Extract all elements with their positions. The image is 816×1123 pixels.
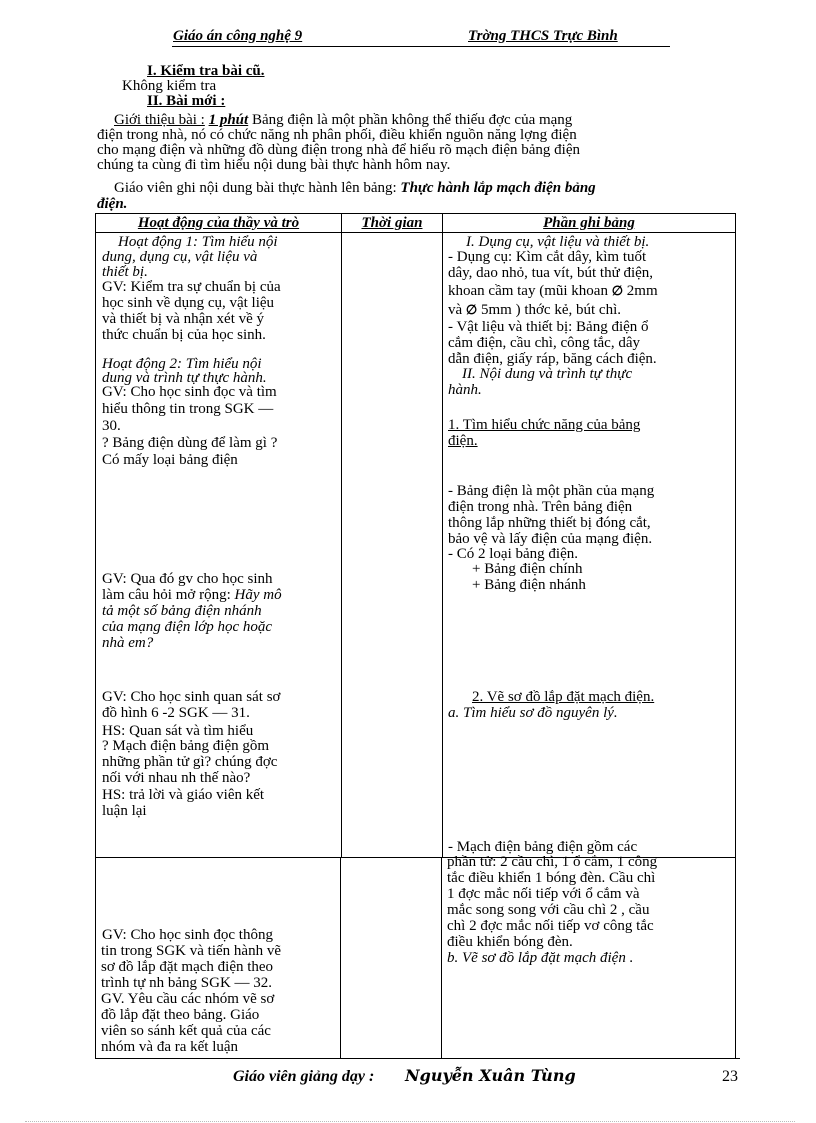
col-divider-2-ext <box>441 857 442 1059</box>
footer-signature: Nguyễn Xuân Tùng <box>405 1066 576 1085</box>
board-diagram-line-7: điều khiển bóng đèn. <box>447 934 573 950</box>
col1-b5-line-2 <box>102 588 282 602</box>
col1-b6-line-3: HS: Quan sát và tìm hiểu <box>102 723 254 739</box>
table-bottom-border <box>95 1058 740 1059</box>
board-diagram-line-3: tắc điều khiển 1 bóng đèn. Cầu chì <box>447 870 656 886</box>
col1-b6-line-4: ? Mạch điện bảng điện gồm <box>102 738 270 754</box>
col1-b5-line-1: GV: Qua đó gv cho học sinh <box>102 571 273 587</box>
col1-b6-line-5: những phần tử gì? chúng đợc <box>102 754 278 770</box>
col1-b7-line-1: GV: Cho học sinh đọc thông <box>102 927 273 943</box>
board-function-line-2: điện trong nhà. Trên bảng điện <box>448 499 633 515</box>
col1-b5-line-5: nhà em? <box>102 635 154 651</box>
board-diagram-line-5: mắc song song với cầu chì 2 , cầu <box>447 902 650 918</box>
activity-2-heading-2: dung và trình tự thực hành. <box>102 370 267 386</box>
table-right-border-ext <box>735 857 736 1059</box>
intro-line-2: điện trong nhà, nó có chức năng nh phân phối, điều khiển nguồn năng lợng điện <box>97 127 577 143</box>
activity-1-heading-1: Hoạt động 1: Tìm hiểu nội <box>118 234 278 250</box>
header-rule <box>172 46 670 47</box>
section-1-text: Không kiểm tra <box>122 78 217 94</box>
col-divider-2 <box>442 214 443 857</box>
col-divider-1-ext <box>340 857 341 1059</box>
board-heading-procedure-1: II. Nội dung và trình tự thực <box>462 366 633 382</box>
board-heading-function-2: điện. <box>448 433 478 449</box>
col1-b6-line-6: nối với nhau nh thế nào? <box>102 770 251 786</box>
board-heading-tools: I. Dụng cụ, vật liệu và thiết bị. <box>466 234 650 250</box>
task-text: Giáo viên ghi nội dung bài thực hành lên bảng: <box>114 180 397 196</box>
board-function-line-1: - Bảng điện là một phần của mạng <box>448 483 655 499</box>
board-function-line-3: thông lắp những thiết bị đóng cắt, <box>448 515 651 531</box>
board-heading-function-1: 1. Tìm hiểu chức năng của bảng <box>448 417 641 433</box>
board-materials-line-3: dẫn điện, giấy ráp, băng cách điện. <box>448 351 657 367</box>
col1-b7-line-7: viên so sánh kết quả của các <box>101 1023 271 1039</box>
table-header-activities: Hoạt động của thầy và trò <box>137 215 300 231</box>
footer-label: Giáo viên giảng dạy : <box>233 1068 375 1085</box>
col1-b6-line-8: luận lại <box>102 803 147 819</box>
page-edge-line <box>25 1121 795 1122</box>
diameter-icon-2: ∅ <box>465 302 478 317</box>
activity-2-heading-1: Hoạt động 2: Tìm hiểu nội <box>102 356 262 372</box>
board-tools-line-4 <box>448 303 621 317</box>
board-heading-diagram-a: a. Tìm hiểu sơ đồ nguyên lý. <box>448 705 618 721</box>
col1-b7-line-6: đồ lắp đặt theo bảng. Giáo <box>101 1007 260 1023</box>
board-tools-line-4b: 5mm ) thớc kẻ, bút chì. <box>481 302 621 318</box>
board-tools-line-3a: khoan cầm tay (mũi khoan <box>448 283 608 299</box>
task-line <box>114 181 746 195</box>
col1-b2-line-4: thức chuẩn bị của học sinh. <box>102 327 266 343</box>
board-function-line-7: + Bảng điện nhánh <box>472 577 586 593</box>
intro-line-1 <box>114 113 744 127</box>
board-materials-line-2: cắm điện, cầu chì, công tắc, dây <box>448 335 640 351</box>
table-header-time: Thời gian <box>361 215 423 231</box>
col1-b2-line-2: học sinh về dụng cụ, vật liệu <box>102 295 275 311</box>
col1-b5-line-2b: Hãy mô <box>234 587 282 603</box>
board-tools-line-3 <box>448 284 658 298</box>
col1-b7-line-2: tin trong SGK và tiến hành vẽ <box>101 943 281 959</box>
col1-b5-line-3: tả một số bảng điện nhánh <box>102 603 262 619</box>
intro-line-4: chúng ta cùng đi tìm hiểu nội dung bài thực hành hôm nay. <box>97 157 451 173</box>
col1-b4-line-1: GV: Cho học sinh đọc và tìm <box>102 384 277 400</box>
activity-1-heading-2: dung, dụng cụ, vật liệu và <box>102 249 258 265</box>
board-tools-line-2: dây, dao nhỏ, tua vít, bút thử điện, <box>448 265 654 281</box>
col1-b2-line-1: GV: Kiểm tra sự chuẩn bị của <box>102 279 281 295</box>
intro-time: 1 phút <box>208 112 249 128</box>
col1-b6-line-2: đồ hình 6 -2 SGK — 31. <box>102 705 250 721</box>
col1-b5-line-2a: làm câu hỏi mở rộng: <box>102 587 231 603</box>
activity-1-heading-3: thiết bị. <box>102 264 148 280</box>
board-tools-line-3b: 2mm <box>626 283 658 299</box>
board-materials-line-1: - Vật liệu và thiết bị: Bảng điện ổ <box>448 319 649 335</box>
col1-b4-line-2: hiểu thông tin trong SGK — <box>102 401 274 417</box>
col1-b4-line-4: ? Bảng điện dùng để làm gì ? <box>102 435 278 451</box>
col1-b6-line-7: HS: trả lời và giáo viên kết <box>102 787 265 803</box>
header-subject: Giáo án công nghệ 9 <box>173 28 303 44</box>
board-function-line-6: + Bảng điện chính <box>472 561 583 577</box>
header-row-divider <box>96 232 735 233</box>
col1-b4-line-5: Có mấy loại bảng điện <box>102 452 238 468</box>
board-diagram-line-4: 1 đợc mắc nối tiếp với ổ cắm và <box>447 886 640 902</box>
diameter-icon: ∅ <box>611 283 624 298</box>
col1-b5-line-4: của mạng điện lớp học hoặc <box>102 619 273 635</box>
col1-b7-line-5: GV. Yêu cầu các nhóm vẽ sơ <box>101 991 275 1007</box>
col-divider-1 <box>341 214 342 857</box>
board-diagram-line-1: - Mạch điện bảng điện gồm các <box>448 839 638 855</box>
intro-line-3: cho mạng điện và những đồ dùng điện trong nhà để hiểu rõ mạch điện bảng điện <box>97 142 581 158</box>
board-heading-procedure-2: hành. <box>448 382 482 398</box>
board-heading-diagram-b: b. Vẽ sơ đồ lắp đặt mạch điện . <box>447 950 634 966</box>
board-function-line-4: bảo vệ và lấy điện của mạng điện. <box>448 531 653 547</box>
col1-b6-line-1: GV: Cho học sinh quan sát sơ <box>102 689 281 705</box>
header-school: Trờng THCS Trực Bình <box>468 28 618 44</box>
page-number: 23 <box>722 1068 738 1085</box>
board-tools-line-4a: và <box>448 302 463 318</box>
col1-b7-line-4: trình tự nh bảng SGK — 32. <box>101 975 273 991</box>
col1-b7-line-8: nhóm và đa ra kết luận <box>101 1039 239 1055</box>
col1-b4-line-3: 30. <box>102 418 121 434</box>
board-function-line-5: - Có 2 loại bảng điện. <box>448 546 578 562</box>
intro-label: Giới thiệu bài : <box>114 112 205 128</box>
board-diagram-line-6: chì 2 đợc mắc nối tiếp vơ công tắc <box>447 918 654 934</box>
section-2-title: II. Bài mới : <box>147 93 226 109</box>
col1-b2-line-3: và thiết bị và nhận xét về ý <box>102 311 265 327</box>
table-left-border-ext <box>95 857 96 1059</box>
board-tools-line-1: - Dụng cụ: Kìm cắt dây, kìm tuốt <box>448 249 647 265</box>
task-title-cont: điện. <box>97 196 128 212</box>
board-heading-diagram: 2. Vẽ sơ đồ lắp đặt mạch điện. <box>472 689 655 705</box>
task-title: Thực hành lắp mạch điện bảng <box>400 180 596 196</box>
section-1-title: I. Kiểm tra bài cũ. <box>147 63 265 79</box>
intro-text-1: Bảng điện là một phần không thể thiếu đợc của mạng <box>251 112 573 128</box>
table-header-board: Phần ghi bảng <box>543 215 635 231</box>
col1-b7-line-3: sơ đồ lắp đặt mạch điện theo <box>101 959 274 975</box>
board-diagram-line-2b: phần tử: 2 cầu chì, 1 ổ cắm, 1 công <box>447 854 658 870</box>
